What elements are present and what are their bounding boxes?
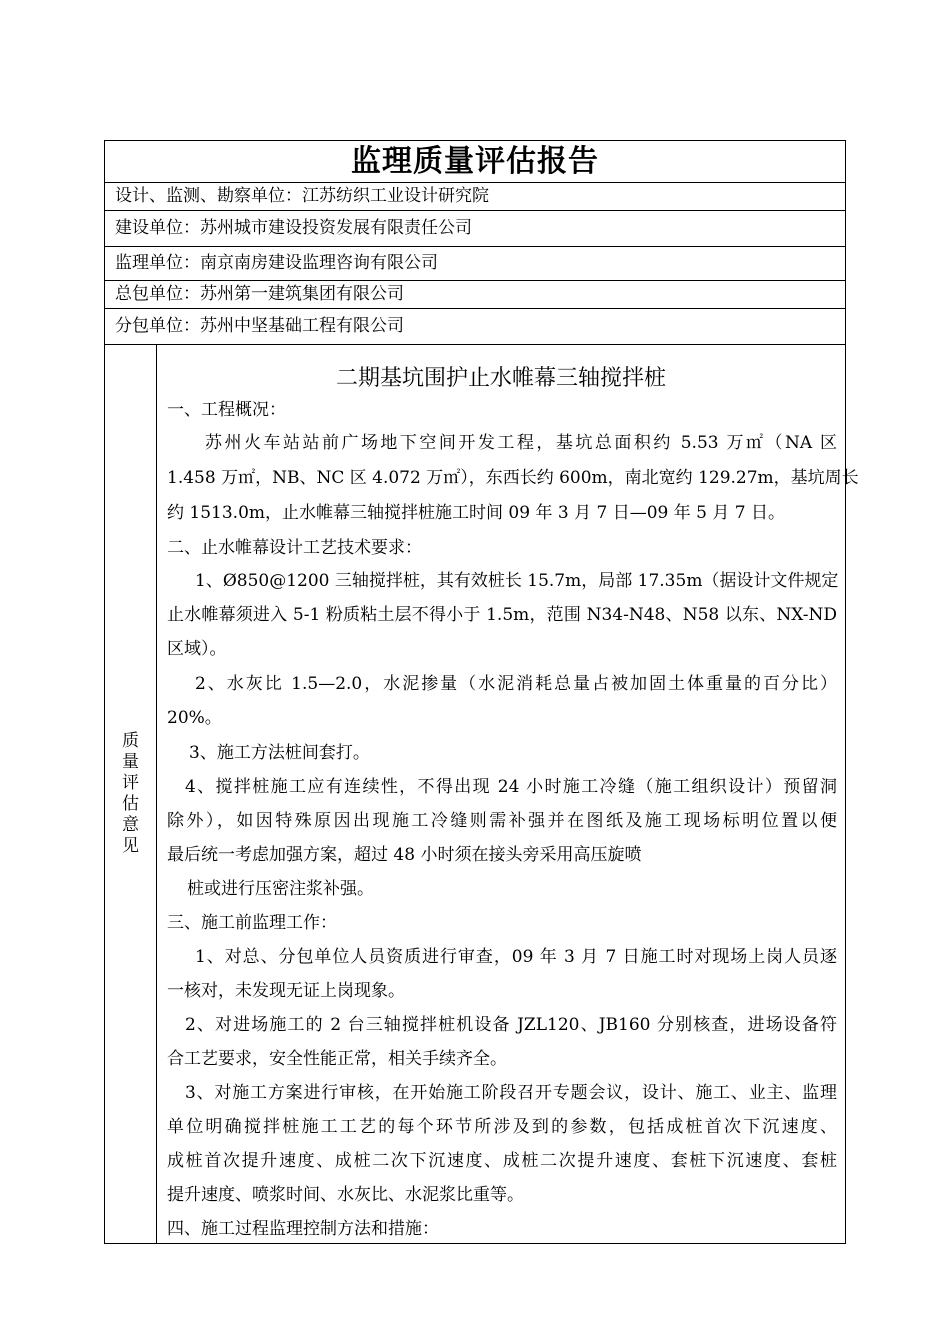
text-line: 3、对施工方案进行审核，在开始施工阶段召开专题会议，设计、施工、业主、监理 bbox=[185, 1083, 837, 1103]
text-line: 一核对，未发现无证上岗现象。 bbox=[167, 981, 405, 1001]
text-line: 4、搅拌桩施工应有连续性，不得出现 24 小时施工冷缝（施工组织设计）预留洞 bbox=[185, 777, 837, 797]
label-char: 估 bbox=[122, 794, 139, 814]
text-line: 20%。 bbox=[167, 708, 222, 728]
section-heading: 三、施工前监理工作： bbox=[167, 913, 337, 933]
text-line: 桩或进行压密注浆补强。 bbox=[187, 879, 374, 899]
text-line: 3、施工方法桩间套打。 bbox=[189, 743, 370, 763]
text-line: 2、水灰比 1.5—2.0，水泥掺量（水泥消耗总量占被加固土体重量的百分比） bbox=[195, 674, 837, 694]
quality-opinion-label bbox=[121, 731, 141, 857]
build-unit: 建设单位：苏州城市建设投资发展有限责任公司 bbox=[115, 218, 472, 238]
report-table bbox=[104, 140, 859, 1244]
report-title: 监理质量评估报告 bbox=[351, 143, 599, 179]
text-line: 提升速度、喷浆时间、水灰比、水泥浆比重等。 bbox=[167, 1185, 524, 1205]
text-line: 区域）。 bbox=[167, 639, 227, 659]
general-contractor-row bbox=[105, 281, 845, 309]
subject-title: 二期基坑围护止水帷幕三轴搅拌桩 bbox=[335, 366, 666, 391]
text-line: 1、Ø850@1200 三轴搅拌桩，其有效桩长 15.7m，局部 17.35m（据设计文件规定 bbox=[195, 571, 839, 591]
design-unit-row bbox=[105, 183, 845, 211]
text-line: 最后统一考虑加强方案，超过 48 小时须在接头旁采用高压旋喷 bbox=[167, 845, 642, 865]
text-line: 1、对总、分包单位人员资质进行审查，09 年 3 月 7 日施工时对现场上岗人员逐 bbox=[195, 947, 837, 967]
title-row bbox=[105, 141, 845, 183]
text-line: 苏州火车站站前广场地下空间开发工程，基坑总面积约 5.53 万㎡（NA 区 bbox=[205, 433, 837, 453]
general-contractor: 总包单位：苏州第一建筑集团有限公司 bbox=[115, 284, 404, 304]
text-line: 止水帷幕须进入 5-1 粉质粘土层不得小于 1.5m，范围 N34-N48、N58 以东、NX-ND bbox=[167, 605, 837, 625]
section-heading: 四、施工过程监理控制方法和措施： bbox=[167, 1219, 439, 1239]
text-line: 单位明确搅拌桩施工工艺的每个环节所涉及到的参数，包括成桩首次下沉速度、 bbox=[167, 1117, 837, 1137]
subcontractor-row bbox=[105, 309, 845, 345]
supervision-unit-row bbox=[105, 247, 845, 281]
text-line: 成桩首次提升速度、成桩二次下沉速度、成桩二次提升速度、套桩下沉速度、套桩 bbox=[167, 1151, 837, 1171]
build-unit-row bbox=[105, 211, 845, 247]
label-char: 量 bbox=[122, 752, 139, 772]
text-line: 约 1513.0m，止水帷幕三轴搅拌桩施工时间 09 年 3 月 7 日—09 年 5 月 7 日。 bbox=[167, 503, 785, 523]
text-line: 2、对进场施工的 2 台三轴搅拌桩机设备 JZL120、JB160 分别核查，进场设备符 bbox=[185, 1015, 837, 1035]
label-char: 质 bbox=[122, 731, 139, 751]
design-unit: 设计、监测、勘察单位：江苏纺织工业设计研究院 bbox=[115, 186, 489, 206]
section-heading: 二、止水帷幕设计工艺技术要求： bbox=[167, 538, 422, 558]
label-char: 见 bbox=[122, 836, 139, 856]
quality-opinion-label-cell bbox=[105, 345, 157, 1243]
supervision-unit: 监理单位：南京南房建设监理咨询有限公司 bbox=[115, 253, 438, 273]
text-line: 合工艺要求，安全性能正常，相关手续齐全。 bbox=[167, 1049, 507, 1069]
text-line: 1.458 万㎡，NB、NC 区 4.072 万㎡），东西长约 600m，南北宽约 129.27m，基坑周长 bbox=[167, 468, 859, 488]
section-heading: 一、工程概况： bbox=[167, 400, 286, 420]
text-line: 除外），如因特殊原因出现施工冷缝则需补强并在图纸及施工现场标明位置以便 bbox=[167, 811, 837, 831]
label-char: 意 bbox=[122, 815, 139, 835]
subcontractor: 分包单位：苏州中坚基础工程有限公司 bbox=[115, 316, 404, 336]
label-char: 评 bbox=[122, 773, 139, 793]
quality-opinion-content bbox=[157, 345, 859, 1243]
